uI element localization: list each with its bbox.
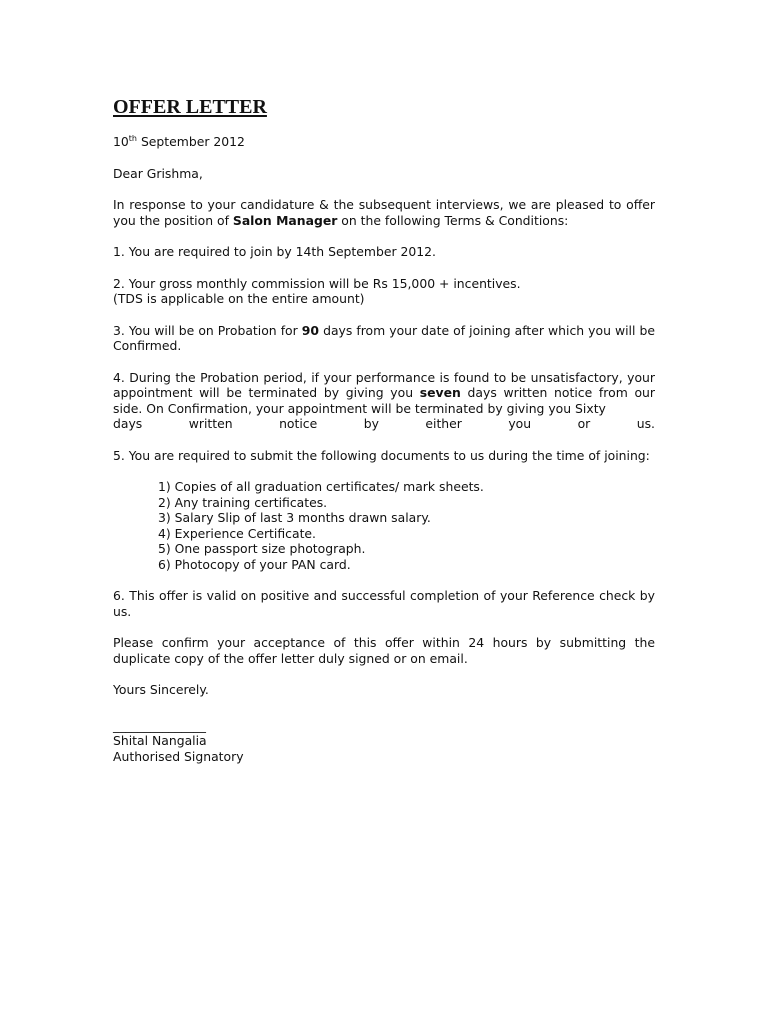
list-item: 1) Copies of all graduation certificates/ mark sheets.: [158, 479, 484, 494]
date-suffix: th: [128, 134, 137, 143]
probation-text-start: 3. You will be on Probation for: [113, 322, 302, 338]
date-month-year: September 2012: [137, 134, 245, 149]
signature-block: [113, 718, 655, 765]
commission-text: 2. Your gross monthly commission will be Rs 15,000 + incentives.: [113, 275, 521, 291]
termination-text-start: 4. During the Probation period, if your performance is found to be unsatisfactory, your appointment will be terminated by giving you: [113, 369, 655, 400]
term-probation: [113, 323, 655, 354]
intro-paragraph: [113, 197, 655, 228]
closing: Yours Sincerely.: [113, 682, 209, 697]
signature-line: _______________: [113, 717, 206, 733]
probation-days: 90: [301, 322, 320, 338]
list-item: 5) One passport size photograph.: [158, 541, 366, 556]
termination-text-end: days written notice from our side. On Confirmation, your appointment will be terminated by giving you Sixty: [113, 385, 655, 416]
salutation: Dear Grishma,: [113, 165, 203, 181]
intro-text-start: In response to your candidature & the subsequent interviews, we are pleased to offer you the position of: [113, 197, 655, 228]
date-day: 10: [113, 134, 129, 149]
termination-last-line: days written notice by either you or us.: [113, 416, 655, 431]
offer-letter-document: [113, 95, 655, 764]
termination-notice-days: seven: [419, 385, 461, 400]
intro-text-end: on the following Terms & Conditions:: [337, 212, 569, 228]
termination-text: [113, 370, 655, 417]
letter-date: [113, 134, 655, 150]
probation-text-end: days from your date of joining after which you will be Confirmed.: [113, 322, 655, 353]
list-item: 2) Any training certificates.: [158, 494, 328, 510]
term-reference-check: 6. This offer is valid on positive and successful completion of your Reference check by us.: [113, 588, 655, 619]
signatory-title: Authorised Signatory: [113, 748, 244, 764]
document-list: [158, 479, 655, 572]
signatory-name: Shital Nangalia: [113, 733, 207, 748]
position-title: Salon Manager: [232, 212, 338, 228]
list-item: 6) Photocopy of your PAN card.: [158, 556, 351, 572]
term-termination: [113, 370, 655, 432]
term-joining-date: 1. You are required to join by 14th September 2012.: [113, 244, 436, 259]
term-documents: 5. You are required to submit the following documents to us during the time of joining:: [113, 447, 650, 463]
list-item: 3) Salary Slip of last 3 months drawn salary.: [158, 510, 431, 525]
tds-note: (TDS is applicable on the entire amount): [113, 291, 365, 306]
letter-title: OFFER LETTER: [113, 96, 267, 118]
confirmation-paragraph: Please confirm your acceptance of this offer within 24 hours by submitting the duplicate copy of the offer letter duly signed or on email.: [113, 635, 655, 666]
term-commission: [113, 276, 655, 307]
list-item: 4) Experience Certificate.: [158, 525, 316, 541]
